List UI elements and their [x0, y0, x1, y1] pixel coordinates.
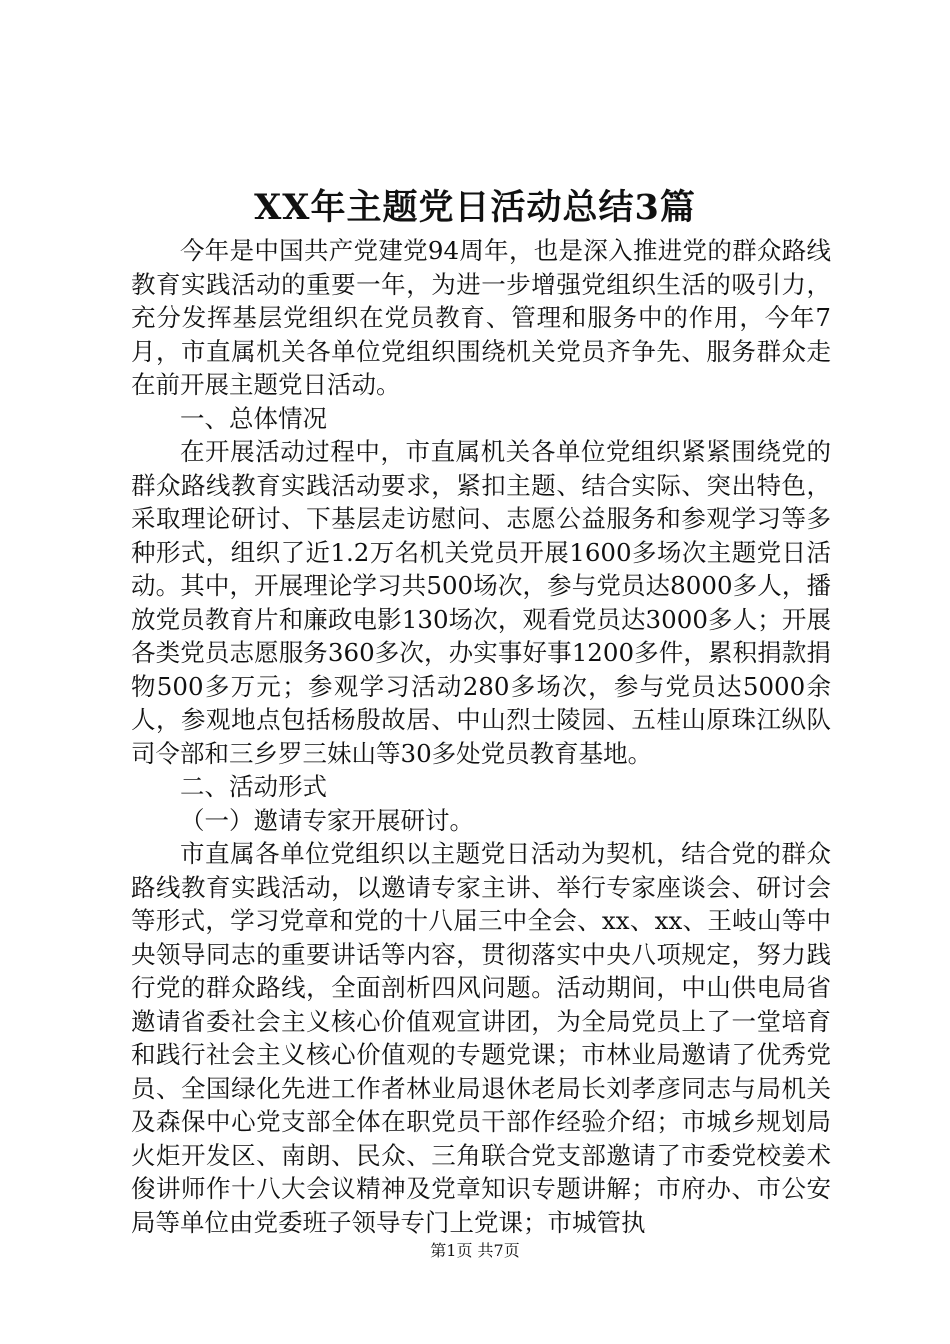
- document-body: [131, 234, 831, 1239]
- paragraph-overview: 在开展活动过程中，市直属机关各单位党组织紧紧围绕党的群众路线教育实践活动要求，紧扣主题、结合实际、突出特色，采取理论研讨、下基层走访慰问、志愿公益服务和参观学习等多种形式，组织了近1.2万名机关党员开展1600多场次主题党日活动。其中，开展理论学习共500场次，参与党员达8000多人，播放党员教育片和廉政电影130场次，观看党员达3000多人；开展各类党员志愿服务360多次，办实事好事1200多件，累积捐款捐物500多万元；参观学习活动280多场次，参与党员达5000余人，参观地点包括杨殷故居、中山烈士陵园、五桂山原珠江纵队司令部和三乡罗三妹山等30多处党员教育基地。: [131, 437, 831, 768]
- document-title: XX年主题党日活动总结3篇: [254, 187, 696, 228]
- subsection-heading-expert-seminars: （一）邀请专家开展研讨。: [180, 805, 474, 835]
- section-heading-overview: 一、总体情况: [180, 403, 327, 433]
- paragraph-intro: 今年是中国共产党建党94周年，也是深入推进党的群众路线教育实践活动的重要一年，为进一步增强党组织生活的吸引力，充分发挥基层党组织在党员教育、管理和服务中的作用，今年7月，市直属机关各单位党组织围绕机关党员齐争先、服务群众走在前开展主题党日活动。: [131, 236, 831, 399]
- page-number-footer: 第1页 共7页: [430, 1241, 520, 1260]
- paragraph-expert-seminars: 市直属各单位党组织以主题党日活动为契机，结合党的群众路线教育实践活动，以邀请专家主讲、举行专家座谈会、研讨会等形式，学习党章和党的十八届三中全会、xx、xx、王岐山等中央领导同志的重要讲话等内容，贯彻落实中央八项规定，努力践行党的群众路线，全面剖析四风问题。活动期间，中山供电局省邀请省委社会主义核心价值观宣讲团，为全局党员上了一堂培育和践行社会主义核心价值观的专题党课；市林业局邀请了优秀党员、全国绿化先进工作者林业局退休老局长刘孝彦同志与局机关及森保中心党支部全体在职党员干部作经验介绍；市城乡规划局火炬开发区、南朗、民众、三角联合党支部邀请了市委党校姜术俊讲师作十八大会议精神及党章知识专题讲解；市府办、市公安局等单位由党委班子领导专门上党课；市城管执: [131, 839, 831, 1237]
- section-heading-activity-forms: 二、活动形式: [180, 772, 327, 801]
